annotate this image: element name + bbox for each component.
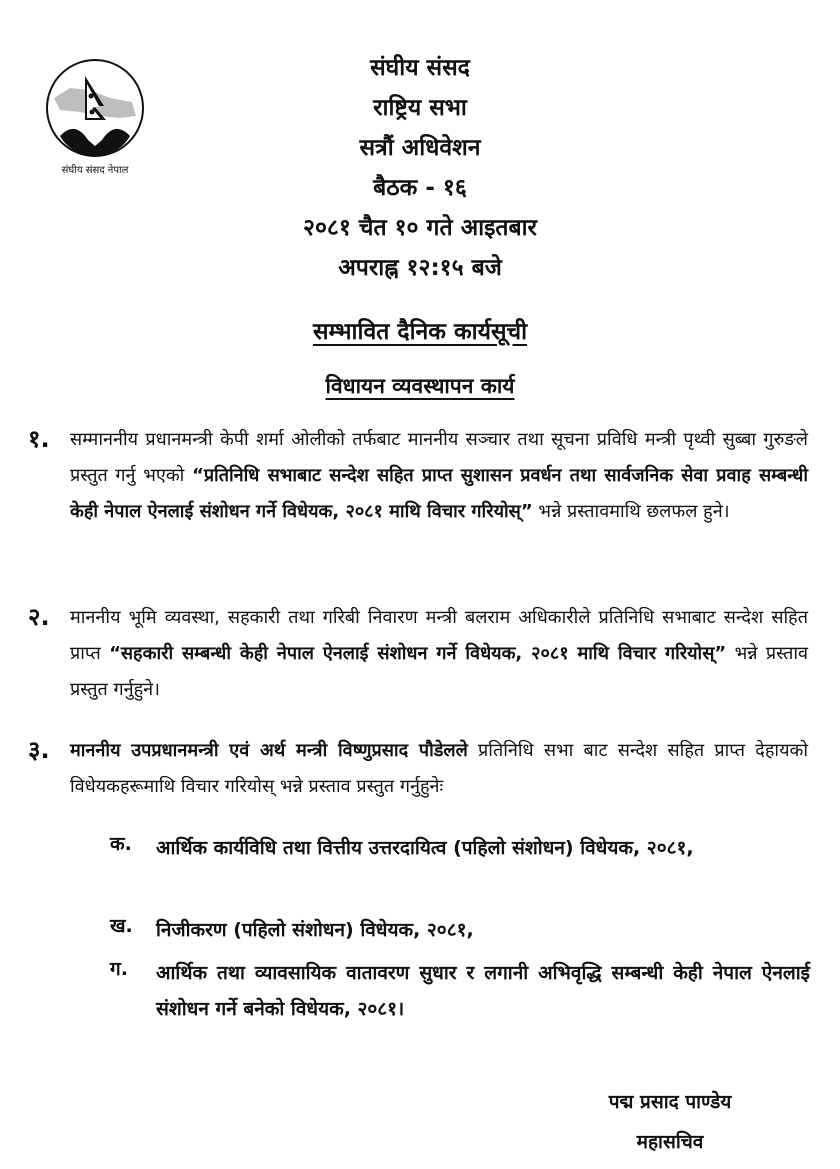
- sub-item-text: आर्थिक तथा व्यावसायिक वातावरण सुधार र लगानी अभिवृद्धि सम्बन्धी केही नेपाल ऐनलाई संशोधन गर्ने बनेको विधेयक, २०८१।: [156, 962, 810, 1020]
- sub-item-text: निजीकरण (पहिलो संशोधन) विधेयक, २०८१,: [156, 919, 474, 941]
- sub-item-label: ख.: [110, 915, 133, 937]
- agenda-item-1: [28, 422, 808, 530]
- item-number: २.: [28, 603, 50, 631]
- sub-item-ga: [110, 955, 810, 1027]
- signatory-name: पद्म प्रसाद पाण्डेय: [608, 1091, 732, 1113]
- header-line-meeting: बैठक - १६: [373, 175, 467, 201]
- item-number: १.: [28, 425, 50, 453]
- agenda-item-2: [28, 600, 808, 708]
- sub-item-text: आर्थिक कार्यविधि तथा वित्तीय उत्तरदायित्व (पहिलो संशोधन) विधेयक, २०८१,: [156, 837, 694, 859]
- agenda-title: सम्भावित दैनिक कार्यसूची: [312, 319, 528, 345]
- agenda-item-3: [28, 733, 808, 805]
- item-text: सम्माननीय प्रधानमन्त्री केपी शर्मा ओलीको तर्फबाट माननीय सञ्चार तथा सूचना प्रविधि मन्त्री पृथ्वी सुब्बा गुरुङले प्रस्तुत गर्नु भएको “प्रतिनिधि सभाबाट सन्देश सहित प्राप्त सुशासन प्रवर्धन तथा सार्वजनिक सेवा प्रवाह सम्बन्धी केही नेपाल ऐनलाई संशोधन गर्ने विधेयक, २०८१ माथि विचार गरियोस्” भन्ने प्रस्तावमाथि छलफल हुने।: [70, 429, 808, 522]
- logo-caption: संघीय संसद नेपाल: [61, 165, 129, 176]
- header-line-parliament: संघीय संसद: [370, 55, 470, 81]
- header-line-date: २०८१ चैत १० गते आइतबार: [303, 215, 537, 241]
- sub-item-label: क.: [110, 833, 132, 855]
- sub-item-kha: [110, 912, 810, 948]
- header-line-assembly: राष्ट्रिय सभा: [373, 95, 467, 121]
- header: [0, 48, 840, 288]
- item-text: माननीय उपप्रधानमन्त्री एवं अर्थ मन्त्री विष्णुप्रसाद पौडेलले प्रतिनिधि सभा बाट सन्देश सहित प्राप्त देहायको विधेयकहरूमाथि विचार गरियोस् भन्ने प्रस्ताव प्रस्तुत गर्नुहुनेः: [70, 740, 808, 797]
- sub-item-ka: [110, 830, 810, 866]
- signatory-title: महासचिव: [636, 1131, 704, 1153]
- header-line-time: अपराह्न १२:१५ बजे: [338, 255, 502, 281]
- header-line-session: सत्रौं अधिवेशन: [359, 135, 481, 161]
- sub-item-label: ग.: [110, 958, 128, 980]
- agenda-subtitle: विधायन व्यवस्थापन कार्य: [325, 374, 515, 398]
- item-text: माननीय भूमि व्यवस्था, सहकारी तथा गरिबी निवारण मन्त्री बलराम अधिकारीले प्रतिनिधि सभाबाट सन्देश सहित प्राप्त “सहकारी सम्बन्धी केही नेपाल ऐनलाई संशोधन गर्ने विधेयक, २०८१ माथि विचार गरियोस्” भन्ने प्रस्ताव प्रस्तुत गर्नुहुने।: [70, 607, 808, 700]
- item-number: ३.: [28, 736, 50, 764]
